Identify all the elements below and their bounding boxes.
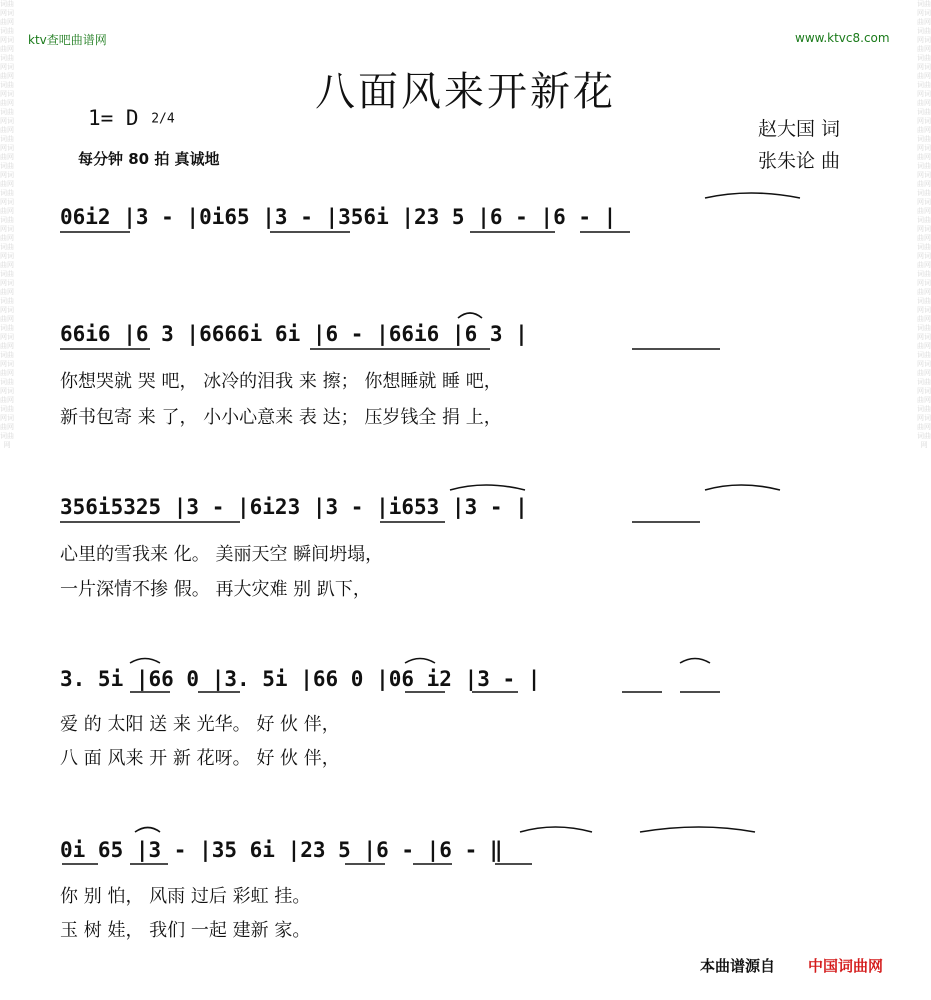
score-line-4-lyric-verse-2: 八 面 风来 开 新 花呀。 好 伙 伴， (60, 748, 340, 769)
score-line-3-lyric-verse-1: 心里的雪我来 化。 美丽天空 瞬间坍塌， (60, 544, 384, 565)
score-line-4-notes: 3. 5i |66 0 |3. 5i |66 0 |06 i2 |3 - | (60, 667, 541, 691)
score-line-2-lyric-verse-1: 你想哭就 哭 吧， 冰冷的泪我 来 擦； 你想睡就 睡 吧， (60, 371, 502, 392)
score-line-2-notes: 66i6 |6 3 |6666i 6i |6 - |66i6 |6 3 | (60, 322, 528, 346)
lyricist-credit: 赵大国 词 (758, 118, 841, 140)
source-site-right: www.ktvc8.com (795, 31, 890, 45)
score-line-1-notes: 06i2 |3 - |0i65 |3 - |356i |23 5 |6 - |6 - | (60, 205, 617, 229)
source-site-left: ktv查吧曲谱网 (28, 33, 107, 47)
composer-credit: 张朱论 曲 (758, 150, 841, 172)
time-signature: 2/4 (151, 111, 175, 127)
score-line-3-lyric-verse-2: 一片深情不掺 假。 再大灾难 别 趴下， (60, 579, 371, 600)
score-line-5-lyric-verse-1: 你 别 怕， 风雨 过后 彩虹 挂。 (60, 886, 311, 907)
left-margin-watermark: 词曲网词曲网词曲网词曲网词曲网词曲网词曲网词曲网词曲网词曲网词曲网词曲网词曲网词曲网词曲网词曲网词曲网词曲网词曲网词曲网词曲网词曲网词曲网词曲网词曲网词曲网词曲网词曲网词曲网词曲网词曲网词曲网词曲网 (0, 0, 14, 449)
key-label: 1= D (88, 106, 139, 130)
key-signature (88, 106, 175, 130)
score-line-5-lyric-verse-2: 玉 树 娃， 我们 一起 建新 家。 (60, 920, 311, 941)
footer-source-site[interactable]: 中国词曲网 (808, 957, 884, 975)
tempo-marking: 每分钟 80 拍 真诚地 (78, 150, 220, 168)
footer-source-label: 本曲谱源自 (700, 957, 776, 975)
score-line-3-notes: 356i5325 |3 - |6i23 |3 - |i653 |3 - | (60, 495, 528, 519)
score-line-2-lyric-verse-2: 新书包寄 来 了， 小小心意来 表 达； 压岁钱全 捐 上， (60, 407, 502, 428)
right-margin-watermark: 词曲网词曲网词曲网词曲网词曲网词曲网词曲网词曲网词曲网词曲网词曲网词曲网词曲网词曲网词曲网词曲网词曲网词曲网词曲网词曲网词曲网词曲网词曲网词曲网词曲网词曲网词曲网词曲网词曲网词曲网词曲网词曲网词曲网 (917, 0, 931, 449)
song-title: 八面风来开新花 (315, 69, 616, 115)
score-line-5-notes: 0i 65 |3 - |35 6i |23 5 |6 - |6 - ‖ (60, 838, 503, 862)
score-line-4-lyric-verse-1: 爱 的 太阳 送 来 光华。 好 伙 伴， (60, 714, 340, 735)
